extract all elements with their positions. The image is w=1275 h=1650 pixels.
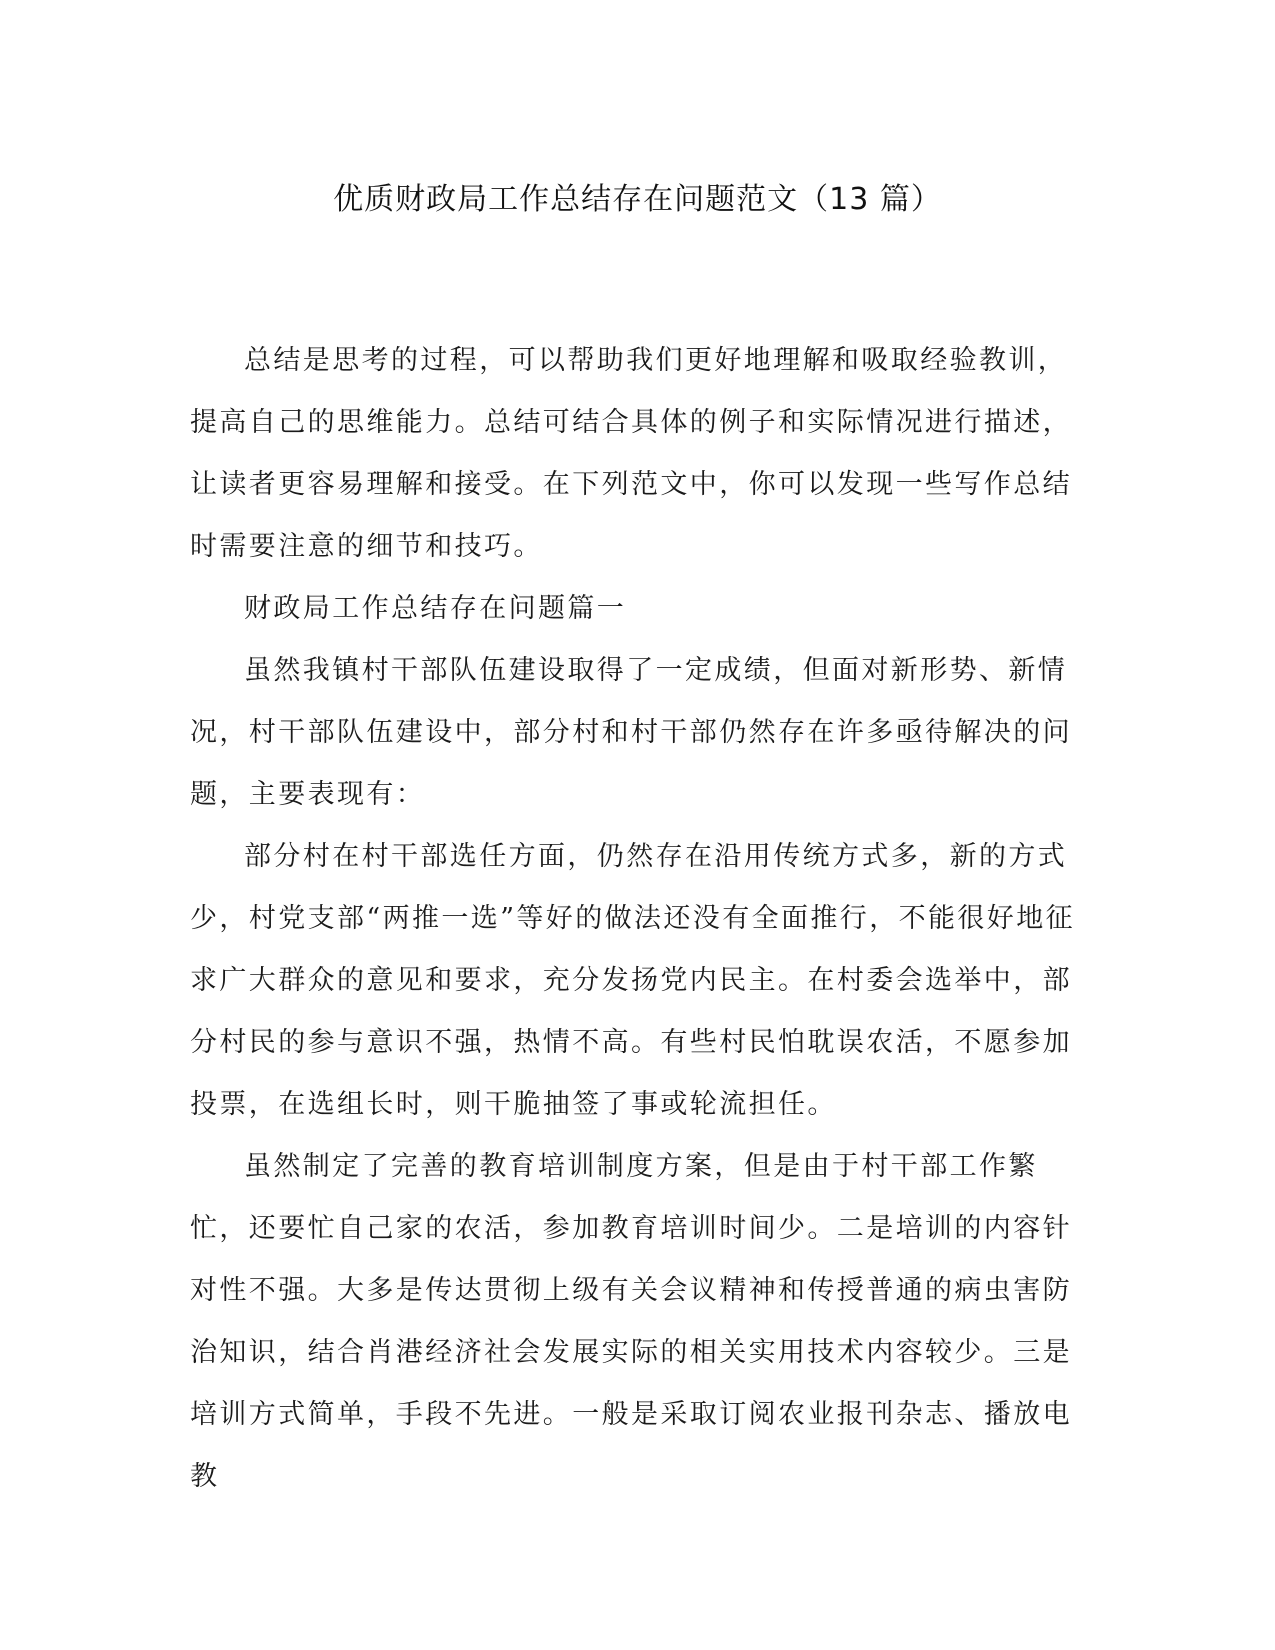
document-title: 优质财政局工作总结存在问题范文（13 篇） (333, 182, 942, 217)
intro-paragraph: 总结是思考的过程，可以帮助我们更好地理解和吸取经验教训，提高自己的思维能力。总结可结合具体的例子和实际情况进行描述，让读者更容易理解和接受。在下列范文中，你可以发现一些写作总结时需要注意的细节和技巧。 (190, 345, 1072, 562)
body-paragraph: 虽然我镇村干部队伍建设取得了一定成绩，但面对新形势、新情况，村干部队伍建设中，部分村和村干部仍然存在许多亟待解决的问题，主要表现有： (190, 655, 1072, 810)
body-paragraph: 虽然制定了完善的教育培训制度方案，但是由于村干部工作繁忙，还要忙自己家的农活，参加教育培训时间少。二是培训的内容针对性不强。大多是传达贯彻上级有关会议精神和传授普通的病虫害防治知识，结合肖港经济社会发展实际的相关实用技术内容较少。三是培训方式简单，手段不先进。一般是采取订阅农业报刊杂志、播放电教 (190, 1151, 1072, 1492)
body-paragraph: 部分村在村干部选任方面，仍然存在沿用传统方式多，新的方式少，村党支部“两推一选”等好的做法还没有全面推行，不能很好地征求广大群众的意见和要求，充分发扬党内民主。在村委会选举中，部分村民的参与意识不强，热情不高。有些村民怕耽误农活，不愿参加投票，在选组长时，则干脆抽签了事或轮流担任。 (190, 841, 1076, 1120)
section-heading: 财政局工作总结存在问题篇一 (244, 593, 627, 624)
document-body (190, 330, 1080, 1508)
